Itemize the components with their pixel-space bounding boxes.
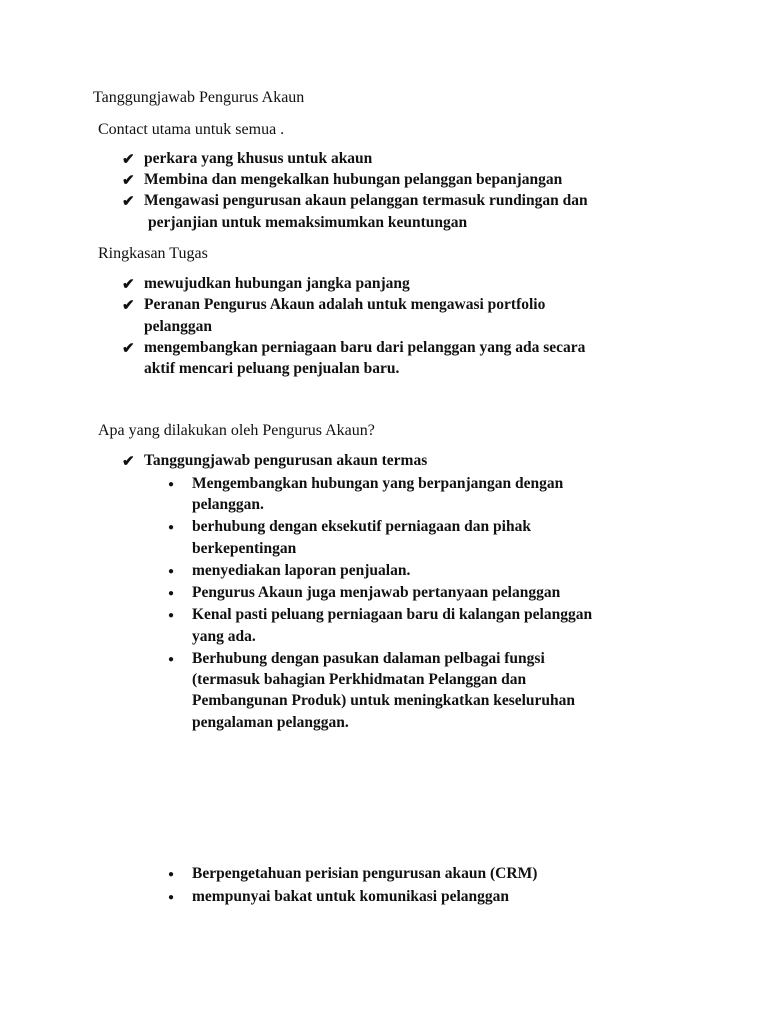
bullet-dot-icon: ●	[168, 588, 175, 599]
document-title: Tanggungjawab Pengurus Akaun	[93, 89, 305, 106]
check-item-text: Peranan Pengurus Akaun adalah untuk mengawasi portfolio	[144, 296, 546, 313]
bullet-dot-icon: ●	[168, 654, 175, 665]
bullet-dot-icon: ●	[168, 610, 175, 621]
bullet-item-text-continued: Pembangunan Produk) untuk meningkatkan keseluruhan	[192, 692, 576, 709]
bullet-dot-icon: ●	[168, 869, 175, 880]
bullet-item-text-continued: berkepentingan	[192, 540, 297, 557]
bullet-item-text: berhubung dengan eksekutif perniagaan dan pihak	[192, 518, 531, 535]
checkmark-icon: ✔	[122, 173, 135, 189]
bullet-item-text: Mengembangkan hubungan yang berpanjangan dengan	[192, 475, 564, 492]
bullet-item-text: Berpengetahuan perisian pengurusan akaun (CRM)	[192, 865, 538, 882]
check-item-text: Mengawasi pengurusan akaun pelanggan termasuk rundingan dan	[144, 192, 588, 209]
check-item-text: Membina dan mengekalkan hubungan pelanggan bepanjangan	[144, 171, 563, 188]
bullet-item-text: Pengurus Akaun juga menjawab pertanyaan pelanggan	[192, 584, 561, 601]
bullet-item-text: Kenal pasti peluang perniagaan baru di kalangan pelanggan	[192, 606, 593, 623]
checkmark-icon: ✔	[122, 277, 135, 293]
checkmark-icon: ✔	[122, 454, 135, 470]
bullet-dot-icon: ●	[168, 892, 175, 903]
check-item-text-continued: aktif mencari peluang penjualan baru.	[144, 360, 400, 377]
section-heading-ringkasan: Ringkasan Tugas	[98, 245, 208, 262]
checkmark-icon: ✔	[122, 298, 135, 314]
section-heading-apa: Apa yang dilakukan oleh Pengurus Akaun?	[98, 422, 375, 439]
bullet-dot-icon: ●	[168, 566, 175, 577]
check-item-text: Tanggungjawab pengurusan akaun termas	[144, 452, 428, 469]
bullet-item-text-continued: pelanggan.	[192, 496, 264, 513]
bullet-item-text-continued: pengalaman pelanggan.	[192, 714, 349, 731]
bullet-item-text-continued: (termasuk bahagian Perkhidmatan Pelanggan dan	[192, 671, 527, 688]
bullet-item-text: Berhubung dengan pasukan dalaman pelbagai fungsi	[192, 650, 545, 667]
bullet-dot-icon: ●	[168, 479, 175, 490]
section-heading-contact: Contact utama untuk semua .	[98, 121, 285, 138]
bullet-item-text: mempunyai bakat untuk komunikasi pelanggan	[192, 888, 510, 905]
check-item-text-continued: pelanggan	[144, 318, 213, 335]
check-item-text-continued: perjanjian untuk memaksimumkan keuntungan	[148, 214, 468, 231]
bullet-item-text: menyediakan laporan penjualan.	[192, 562, 411, 579]
check-item-text: mewujudkan hubungan jangka panjang	[144, 275, 410, 292]
check-item-text: mengembangkan perniagaan baru dari pelanggan yang ada secara	[144, 339, 586, 356]
checkmark-icon: ✔	[122, 194, 135, 210]
check-item-text: perkara yang khusus untuk akaun	[144, 150, 373, 167]
checkmark-icon: ✔	[122, 152, 135, 168]
bullet-dot-icon: ●	[168, 522, 175, 533]
checkmark-icon: ✔	[122, 341, 135, 357]
bullet-item-text-continued: yang ada.	[192, 628, 256, 645]
